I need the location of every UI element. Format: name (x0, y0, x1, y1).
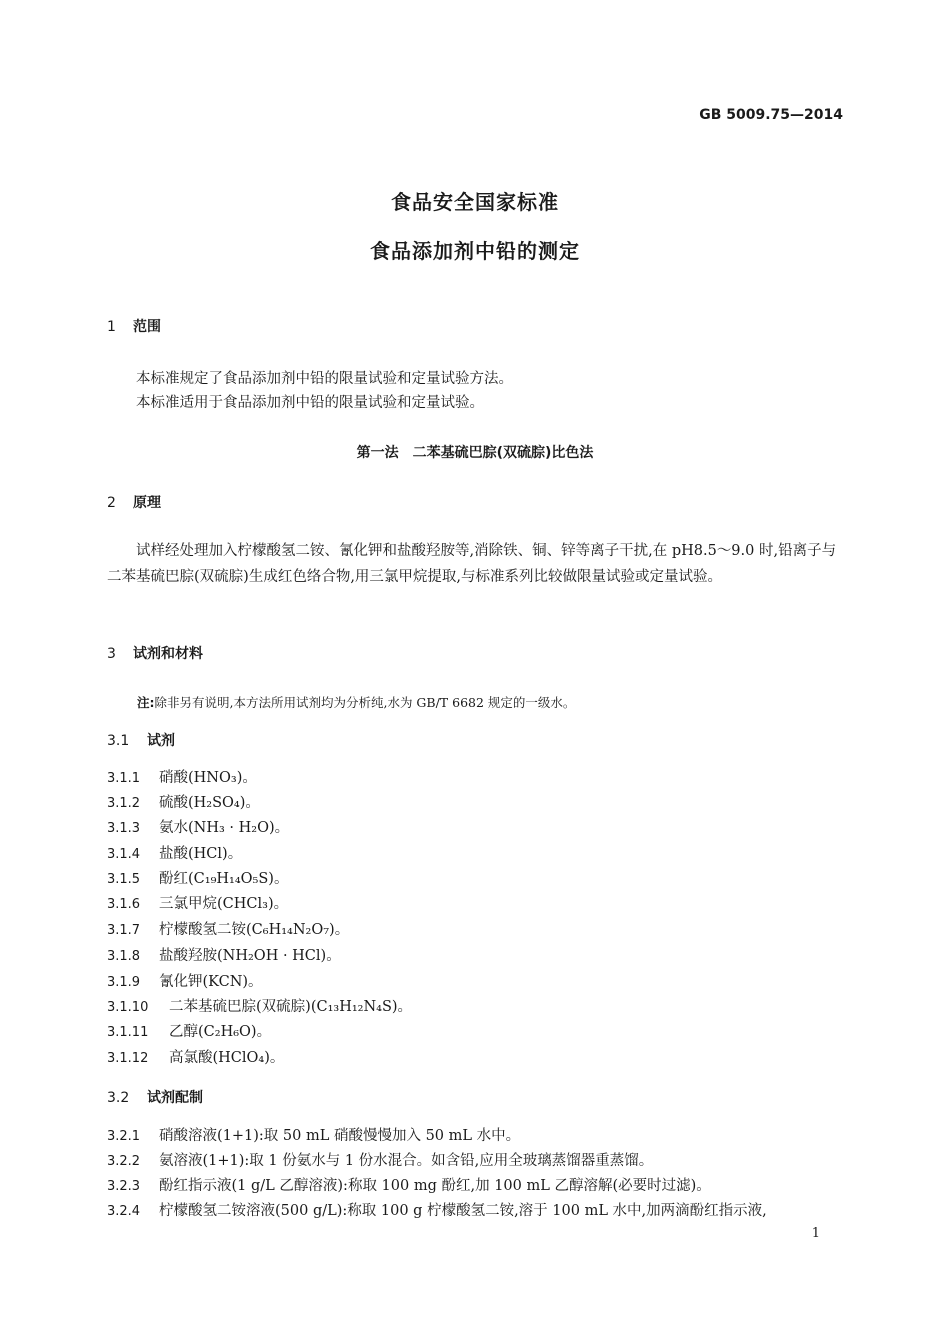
section-title: 试剂配制 (147, 1090, 203, 1106)
scope-paragraph-1: 本标准规定了食品添加剂中铅的限量试验和定量试验方法。 (136, 371, 513, 387)
section-3-heading (107, 643, 203, 663)
section-number: 3 (107, 646, 116, 662)
item-text: 乙醇(C₂H₆O)。 (169, 1024, 272, 1040)
note (137, 693, 575, 711)
item-number: 3.1.11 (107, 1025, 149, 1040)
section-title: 试剂和材料 (133, 646, 203, 662)
item-text: 柠檬酸氢二铵(C₆H₁₄N₂O₇)。 (159, 922, 350, 938)
section-1-heading (107, 316, 161, 336)
reagent-item (107, 970, 263, 991)
reagent-item (107, 918, 349, 939)
section-3-1-heading (107, 730, 175, 750)
reagent-item (107, 995, 412, 1016)
section-3-2-heading (107, 1087, 203, 1107)
reagent-item (107, 766, 257, 787)
reagent-item (107, 816, 289, 837)
item-text: 氰化钾(KCN)。 (159, 974, 263, 990)
item-text: 酚红(C₁₉H₁₄O₅S)。 (159, 871, 289, 887)
section-number: 3.1 (107, 733, 130, 749)
item-number: 3.1.8 (107, 949, 141, 964)
principle-paragraph: 试样经处理加入柠檬酸氢二铵、氰化钾和盐酸羟胺等,消除铁、铜、锌等离子干扰,在 pH8.5～9.0 时,铅离子与二苯基硫巴腙(双硫腙)生成红色络合物,用三氯甲烷提取,与标准系列比较做限量试验或定量试验。 (107, 543, 837, 585)
reagent-item (107, 1020, 271, 1041)
reagent-item (107, 944, 341, 965)
preparation-item (107, 1124, 520, 1145)
item-text: 硫酸(H₂SO₄)。 (159, 795, 260, 811)
reagent-item (107, 892, 288, 913)
document-subtitle: 食品添加剂中铅的测定 (370, 239, 580, 263)
item-number: 3.2.3 (107, 1179, 141, 1194)
item-text: 氨水(NH₃ · H₂O)。 (159, 820, 290, 836)
preparation-item (107, 1174, 711, 1195)
section-title: 范围 (133, 319, 161, 335)
item-number: 3.1.5 (107, 872, 141, 887)
reagent-item (107, 842, 242, 863)
reagent-item (107, 791, 260, 812)
item-text: 三氯甲烷(CHCl₃)。 (159, 896, 289, 912)
section-number: 1 (107, 319, 116, 335)
item-number: 3.2.2 (107, 1154, 141, 1169)
item-number: 3.1.2 (107, 796, 141, 811)
item-text: 二苯基硫巴腙(双硫腙)(C₁₃H₁₂N₄S)。 (169, 999, 413, 1015)
item-number: 3.1.6 (107, 897, 141, 912)
section-title: 原理 (133, 495, 161, 511)
section-number: 3.2 (107, 1090, 130, 1106)
item-number: 3.1.12 (107, 1051, 149, 1066)
scope-paragraph-2: 本标准适用于食品添加剂中铅的限量试验和定量试验。 (136, 395, 484, 411)
section-number: 2 (107, 495, 116, 511)
item-number: 3.1.9 (107, 975, 141, 990)
note-label: 注: (137, 695, 155, 710)
item-number: 3.2.1 (107, 1129, 141, 1144)
page-number: 1 (811, 1226, 820, 1241)
item-text: 高氯酸(HClO₄)。 (169, 1050, 285, 1066)
standard-number: GB 5009.75—2014 (699, 107, 843, 123)
item-text: 盐酸羟胺(NH₂OH · HCl)。 (159, 948, 341, 964)
item-text: 盐酸(HCl)。 (159, 846, 243, 862)
item-number: 3.1.4 (107, 847, 141, 862)
item-number: 3.2.4 (107, 1204, 141, 1219)
section-title: 试剂 (147, 733, 175, 749)
document-title: 食品安全国家标准 (391, 190, 559, 214)
preparation-item (107, 1199, 767, 1220)
item-number: 3.1.10 (107, 1000, 149, 1015)
item-text: 柠檬酸氢二铵溶液(500 g/L):称取 100 g 柠檬酸氢二铵,溶于 100 mL 水中,加两滴酚红指示液, (159, 1203, 767, 1219)
item-text: 酚红指示液(1 g/L 乙醇溶液):称取 100 mg 酚红,加 100 mL 乙醇溶解(必要时过滤)。 (159, 1178, 711, 1194)
reagent-item (107, 1046, 284, 1067)
item-number: 3.1.7 (107, 923, 141, 938)
item-number: 3.1.1 (107, 771, 141, 786)
item-text: 氨溶液(1+1):取 1 份氨水与 1 份水混合。如含铅,应用全玻璃蒸馏器重蒸馏。 (159, 1153, 654, 1169)
item-text: 硝酸(HNO₃)。 (159, 770, 257, 786)
item-number: 3.1.3 (107, 821, 141, 836)
section-2-heading (107, 492, 161, 512)
reagent-item (107, 867, 288, 888)
preparation-item (107, 1149, 653, 1170)
method-heading: 第一法 二苯基硫巴腙(双硫腙)比色法 (356, 445, 594, 461)
item-text: 硝酸溶液(1+1):取 50 mL 硝酸慢慢加入 50 mL 水中。 (159, 1128, 521, 1144)
note-text: 除非另有说明,本方法所用试剂均为分析纯,水为 GB/T 6682 规定的一级水。 (154, 695, 576, 710)
